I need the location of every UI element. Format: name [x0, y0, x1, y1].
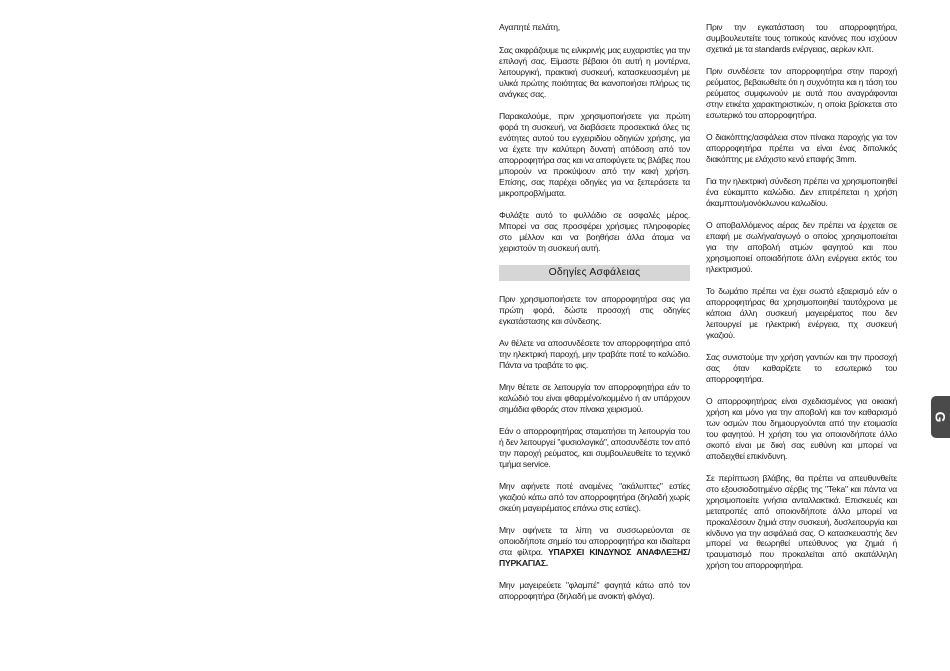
safety-paragraph: Αν θέλετε να αποσυνδέσετε τον απορροφητήρα από την ηλεκτρική παροχή, μην τραβάτε ποτέ το καλώδιο. Πάντα να τραβάτε το φις. [499, 338, 690, 370]
right-paragraph: Ο διακόπτης/ασφάλεια στον πίνακα παροχής για τον απορροφητήρα πρέπει να είναι ένας διπολικός διακόπτης με ελάχιστο κενό επαφής 3mm. [706, 132, 897, 164]
warning-paragraph [499, 525, 690, 569]
language-tab-letter: G [932, 411, 949, 423]
right-paragraph: Για την ηλεκτρική σύνδεση πρέπει να χρησιμοποιηθεί ένα εύκαμπτο καλώδιο. Δεν επιτρέπεται η χρήση άκαμπτου/μονόκλωνου καλωδίου. [706, 176, 897, 208]
left-column [499, 22, 690, 614]
warning-emphasis: ΥΠΑΡΧΕΙ ΚΙΝΔΥΝΟΣ ΑΝΑΦΛΕΞΗΣ/ΠΥΡΚΑΓΙΑΣ. [499, 547, 690, 569]
warning-text: Μην αφήνετε τα λίπη να συσσωρεύονται σε οποιοδήποτε σημείο του απορροφητήρα και ιδιαίτερα στα φίλτρα. [499, 525, 690, 558]
intro-paragraph: Παρακαλούμε, πριν χρησιμοποιήσετε για πρώτη φορά τη συσκευή, να διαβάσετε προσεκτικά όλες τις ενότητες αυτού του εγχειριδίου οδηγιών χρήσης, για να έχετε την καλύτερη δυνατή απόδοση από τον απορροφητήρα σας και να αποφύγετε τις βλάβες που μπορούν να προκύψουν από την κακή χρήση. Επίσης, σας παρέχει οδηγίες για να ξεπεράσετε τα μικροπροβλήματα. [499, 111, 690, 198]
intro-paragraph: Φυλάξτε αυτό το φυλλάδιο σε ασφαλές μέρος. Μπορεί να σας προσφέρει χρήσιμες πληροφορίες στο μέλλον και να βοηθήσει άλλα άτομα να χειριστούν τη συσκευή αυτή. [499, 209, 690, 253]
right-paragraph: Ο απορροφητήρας είναι σχεδιασμένος για οικιακή χρήση και μόνο για την αποβολή και τον καθαρισμό των οσμών που δημιουργούνται από την ετοιμασία του φαγητού. Η χρήση του για οποιονδήποτε άλλο σκοπό είναι με δική σας ευθύνη και μπορεί να αποδειχθεί επικίνδυνη. [706, 396, 897, 461]
language-side-tab [931, 396, 950, 438]
safety-paragraph: Μην θέτετε σε λειτουργία τον απορροφητήρα εάν το καλώδιό του είναι φθαρμένο/κομμένο ή αν υπάρχουν σημάδια φθοράς στον πίνακα χειρισμού. [499, 382, 690, 415]
right-column [706, 22, 897, 583]
safety-paragraph: Πριν χρησιμοποιήσετε τον απορροφητήρα σας για πρώτη φορά, δώστε προσοχή στις οδηγίες εγκατάστασης και σύνδεσης. [499, 293, 690, 326]
right-paragraph: Σας συνιστούμε την χρήση γαντιών και την προσοχή σας όταν καθαρίζετε το εσωτερικό του απορροφητήρα. [706, 352, 897, 384]
right-paragraph: Ο αποβαλλόμενος αέρας δεν πρέπει να έρχεται σε επαφή με σωλήνα/αγωγό ο οποίος χρησιμοποιείται για την αποβολή ατμών φαγητού και που χρησιμοποιεί οποιαδήποτε άλλη ενέργεια εκτός του ηλεκτρισμού. [706, 220, 897, 274]
section-heading-safety: Οδηγίες Ασφάλειας [499, 265, 690, 281]
right-paragraph: Σε περίπτωση βλάβης, θα πρέπει να απευθυνθείτε στο εξουσιοδοτημένο σέρβις της "Teka" και πάντα να χρησιμοποιείτε γνήσια ανταλλακτικά. Επισκευές και μετατροπές από οποιονδήποτε άλλο μπορεί να προκαλέσουν ζημιά στην συσκευή, δυσλειτουργία και κίνδυνο για την ασφάλειά σας. Ο κατασκευαστής δεν μπορεί να θεωρηθεί υπεύθυνος για ζημιά ή τραυματισμό που προκαλείται από ακατάλληλη χρήση του απορροφητήρα. [706, 473, 897, 571]
right-paragraph: Πριν συνδέσετε τον απορροφητήρα στην παροχή ρεύματος, βεβαιωθείτε ότι η συχνότητα και η τάση του ρεύματος συμφωνούν με αυτά που αναγράφονται στην ετικέτα χαρακτηριστικών, η οποία βρίσκεται στο εσωτερικό του απορροφητήρα. [706, 66, 897, 120]
safety-paragraph: Μην αφήνετε ποτέ αναμένες "ακάλυπτες" εστίες γκαζιού κάτω από τον απορροφητήρα (δηλαδή χωρίς σκεύη μαγειρέματος επάνω στις εστίες). [499, 481, 690, 514]
safety-paragraph: Εάν ο απορροφητήρας σταματήσει τη λειτουργία του ή δεν λειτουργεί "φυσιολογικά", αποσυνδέστε τον από την παροχή ρεύματος, και συμβουλευθείτε το τεχνικό τμήμα service. [499, 426, 690, 470]
right-paragraph: Πριν την εγκατάσταση του απορροφητήρα, συμβουλευτείτε τους τοπικούς κανόνες που ισχύουν σχετικά με τα standards ενέργειας, αερίων κλπ. [706, 22, 897, 54]
intro-paragraph: Σας ακφράζουμε τις ειλικρινής μας ευχαριστίες για την επιλογή σας. Είμαστε βέβαιοι ότι αυτή η μοντέρνα, λειτουργική, πρακτική συσκευή, κατασκευασμένη με υλικά πρώτης ποιότητας θα ικανοποιήσει πλήρως τις ανάγκες σας. [499, 45, 690, 100]
right-paragraph: Το δωμάτιο πρέπει να έχει σωστό εξαερισμό εάν ο απορροφητήρας θα χρησιμοποιηθεί ταυτόχρονα με κάποια άλλη συσκευή μαγειρέματος που δεν λειτουργεί με ηλεκτρική ενέργεια, πχ συσκευή γκαζιού. [706, 286, 897, 340]
safety-paragraph: Μην μαγειρεύετε "φλαμπέ" φαγητά κάτω από τον απορροφητήρα (δηλαδή με ανοικτή φλόγα). [499, 580, 690, 602]
greeting: Αγαπητέ πελάτη, [499, 22, 560, 32]
